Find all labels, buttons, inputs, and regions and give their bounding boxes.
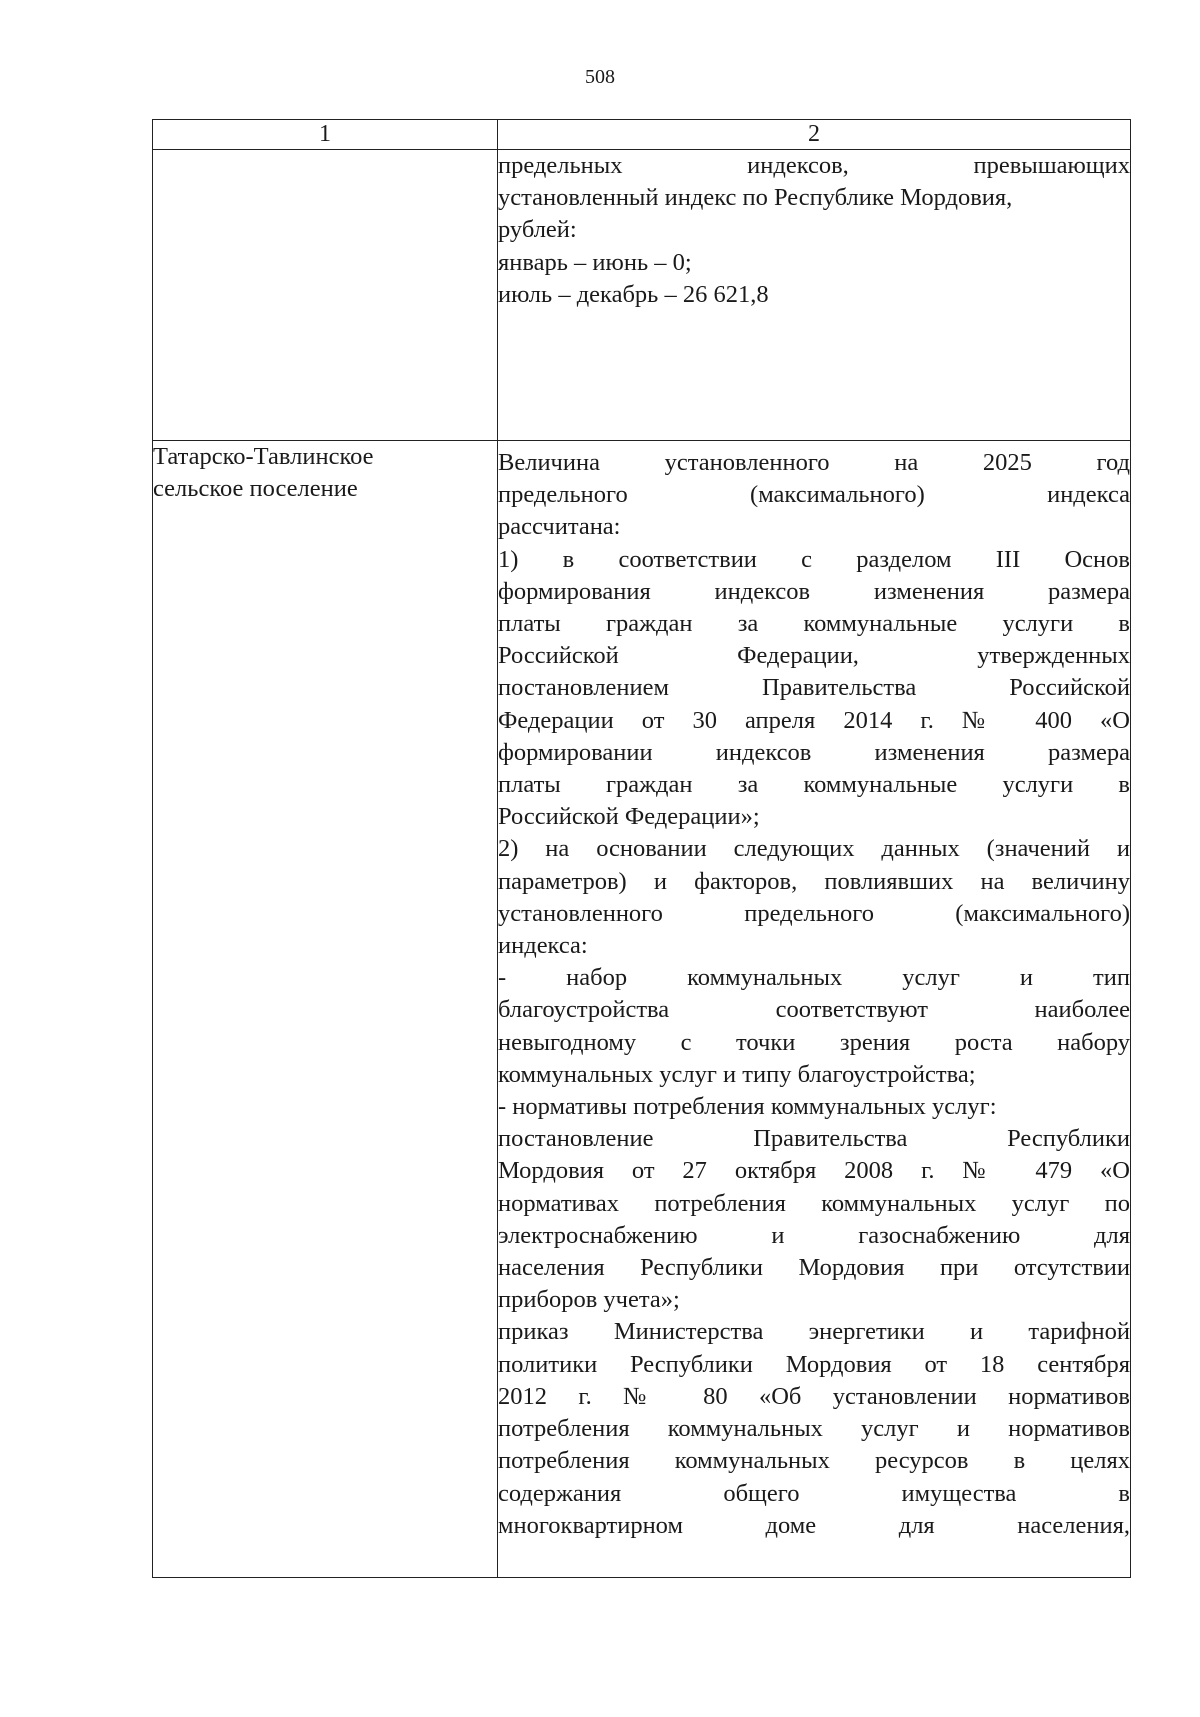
row2-text-line: - набор коммунальных услуг и тип xyxy=(498,964,1130,992)
row1-text-line: июль – декабрь – 26 621,8 xyxy=(498,280,769,308)
row1-col2-cell xyxy=(498,150,1131,441)
row1-col2-text xyxy=(498,150,1130,311)
row2-text-line: 2012 г. № 80 «Об установлении нормативов xyxy=(498,1382,1130,1410)
row2-text-line: невыгодному с точки зрения роста набору xyxy=(498,1028,1130,1056)
row2-text-line: установленного предельного (максимального) xyxy=(498,899,1130,927)
row2-text-line: Российской Федерации»; xyxy=(498,803,760,831)
row2-text-line: приказ Министерства энергетики и тарифной xyxy=(498,1318,1130,1346)
row2-text-line: предельного (максимального) индекса xyxy=(498,481,1130,509)
row1-text-line: январь – июнь – 0; xyxy=(498,248,692,276)
table-header-row xyxy=(153,120,1131,150)
row2-text-line: населения Республики Мордовия при отсутствии xyxy=(498,1254,1130,1282)
row2-text-line: формировании индексов изменения размера xyxy=(498,738,1130,766)
row2-text-line: Величина установленного на 2025 год xyxy=(498,449,1130,476)
row2-text-line: платы граждан за коммунальные услуги в xyxy=(498,610,1130,638)
table-row xyxy=(153,441,1131,1578)
row2-text-line: Российской Федерации, утвержденных xyxy=(498,642,1130,670)
row1-col1-cell xyxy=(153,150,498,441)
row2-text-line: Мордовия от 27 октября 2008 г. № 479 «О xyxy=(498,1157,1130,1185)
row2-text-line: электроснабжению и газоснабжению для xyxy=(498,1221,1130,1249)
row2-text-line: платы граждан за коммунальные услуги в xyxy=(498,771,1130,799)
row2-col2-text xyxy=(498,447,1130,1542)
row2-text-line: - нормативы потребления коммунальных услуг: xyxy=(498,1093,997,1121)
table-row xyxy=(153,150,1131,441)
row2-text-line: коммунальных услуг и типу благоустройства; xyxy=(498,1060,976,1088)
row2-text-line: потребления коммунальных услуг и нормативов xyxy=(498,1415,1130,1443)
row2-text-line: потребления коммунальных ресурсов в целях xyxy=(498,1447,1130,1475)
row2-text-line: постановлением Правительства Российской xyxy=(498,674,1130,702)
row2-text-line: формирования индексов изменения размера xyxy=(498,577,1130,605)
page-number: 508 xyxy=(585,66,615,88)
row2-text-line: индекса: xyxy=(498,932,588,960)
row2-text-line: содержания общего имущества в xyxy=(498,1479,1130,1507)
row2-col1-cell xyxy=(153,441,498,1578)
row2-text-line: приборов учета»; xyxy=(498,1286,680,1314)
row2-text-line: многоквартирном доме для населения, xyxy=(498,1511,1130,1539)
header-cell-2: 2 xyxy=(498,120,1131,150)
row2-text-line: политики Республики Мордовия от 18 сентября xyxy=(498,1350,1130,1378)
document-table xyxy=(152,119,1131,1578)
row2-text-line: параметров) и факторов, повлиявших на величину xyxy=(498,867,1130,895)
row2-col2-cell xyxy=(498,441,1131,1578)
row2-text-line: постановление Правительства Республики xyxy=(498,1125,1130,1153)
header-cell-1: 1 xyxy=(153,120,498,150)
row2-text-line: благоустройства соответствуют наиболее xyxy=(498,996,1130,1024)
row2-text-line: 1) в соответствии с разделом III Основ xyxy=(498,545,1130,573)
row2-text-line: 2) на основании следующих данных (значений и xyxy=(498,835,1130,863)
settlement-name: Татарско-Тавлинское сельское поселение xyxy=(153,443,374,503)
row1-text-line: предельных индексов, превышающих xyxy=(498,152,1130,179)
row1-text-line: установленный индекс по Республике Мордовия, xyxy=(498,184,1013,212)
row2-text-line: рассчитана: xyxy=(498,513,621,541)
row1-text-line: рублей: xyxy=(498,216,577,244)
row2-text-line: Федерации от 30 апреля 2014 г. № 400 «О xyxy=(498,706,1130,734)
row2-text-line: нормативах потребления коммунальных услуг по xyxy=(498,1189,1130,1217)
